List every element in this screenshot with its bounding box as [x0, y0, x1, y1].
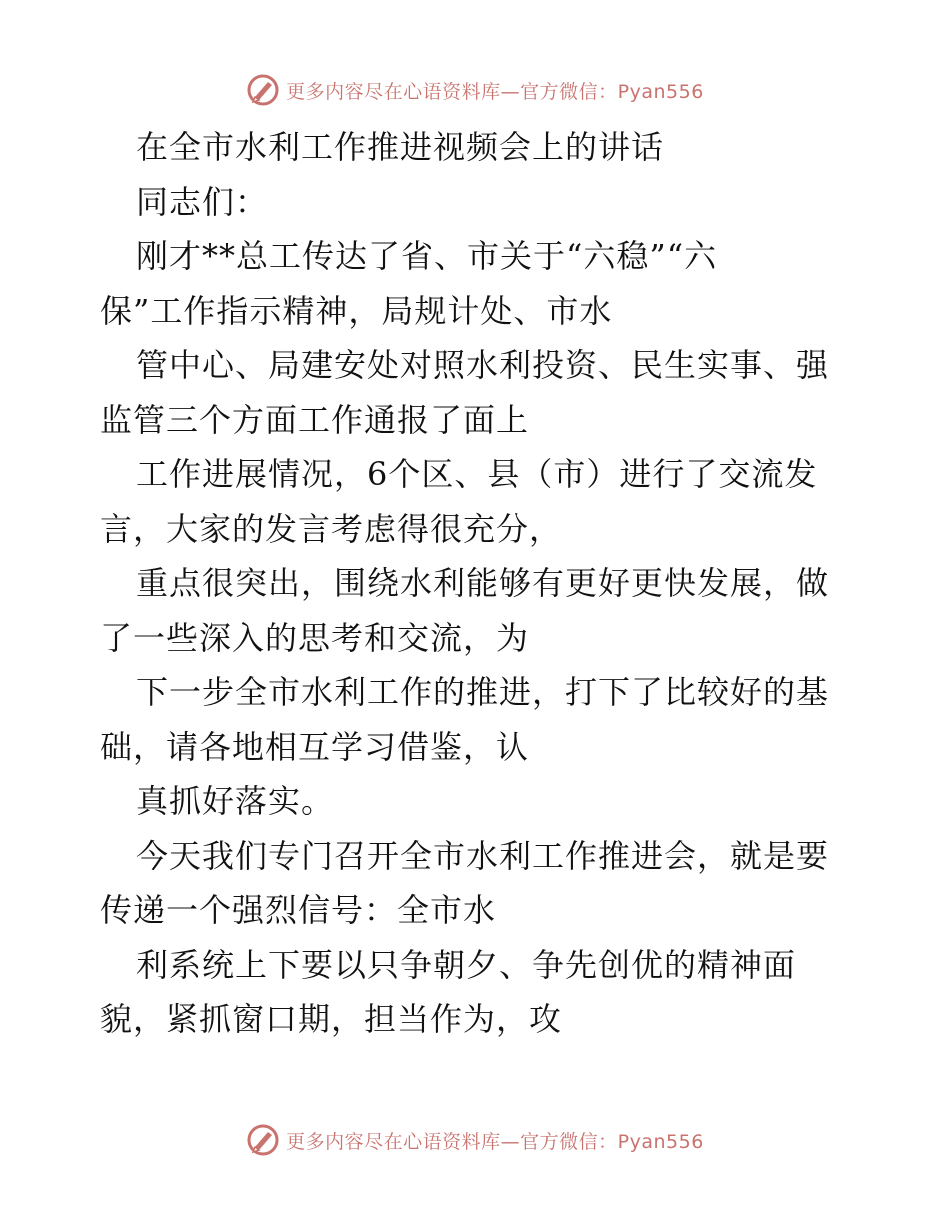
text-line: 同志们：	[136, 182, 269, 221]
text-line: 利系统上下要以只争朝夕、争先创优的精神面	[136, 945, 797, 984]
pen-circle-logo-icon	[246, 1123, 280, 1157]
text-line: 工作进展情况，6个区、县（市）进行了交流发	[136, 455, 818, 493]
footer-banner	[0, 1120, 950, 1160]
text-line: 础，请各地相互学习借鉴，认	[100, 727, 530, 766]
document-title-line: 在全市水利工作推进视频会上的讲话	[136, 128, 665, 166]
banner-text: 更多内容尽在心语资料库—官方微信：Pyan556	[286, 80, 704, 103]
text-line: 真抓好落实。	[136, 782, 335, 820]
text-line: 下一步全市水利工作的推进，打下了比较好的基	[136, 673, 830, 711]
pen-circle-logo-icon	[246, 73, 280, 107]
text-line: 监管三个方面工作通报了面上	[100, 400, 530, 439]
text-line: 重点很突出，围绕水利能够有更好更快发展，做	[136, 564, 830, 602]
text-line: 管中心、局建安处对照水利投资、民生实事、强	[136, 346, 830, 384]
document-body	[100, 120, 860, 1047]
text-line: 今天我们专门召开全市水利工作推进会，就是要	[136, 836, 830, 875]
header-banner	[0, 70, 950, 110]
text-line: 刚才**总工传达了省、市关于“六稳”“六	[136, 237, 718, 275]
text-line: 貌，紧抓窗口期，担当作为，攻	[100, 1000, 563, 1038]
text-line: 传递一个强烈信号：全市水	[100, 891, 497, 929]
text-line: 了一些深入的思考和交流，为	[100, 618, 530, 657]
banner-text: 更多内容尽在心语资料库—官方微信：Pyan556	[286, 1130, 704, 1153]
text-line: 言，大家的发言考虑得很充分，	[100, 509, 563, 548]
text-line: 保”工作指示精神，局规计处、市水	[100, 291, 613, 330]
